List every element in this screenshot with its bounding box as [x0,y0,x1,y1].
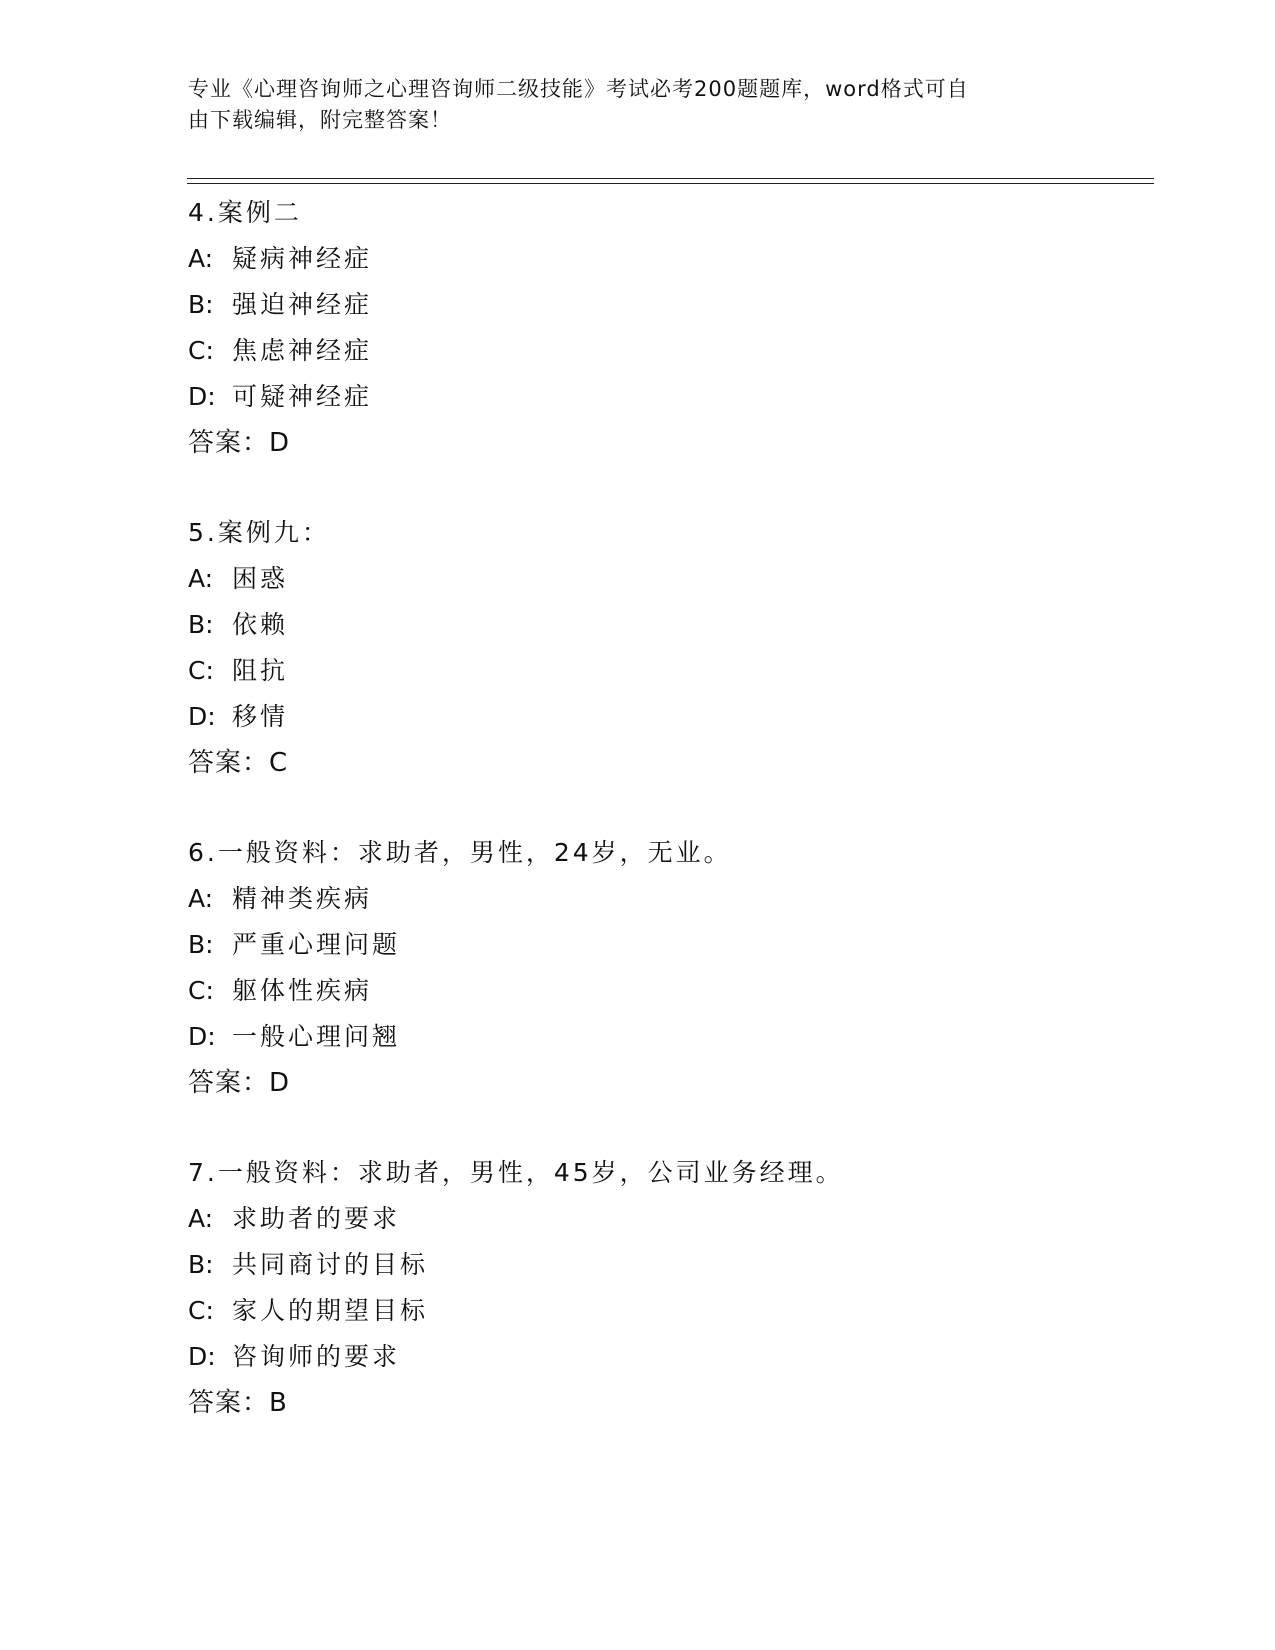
option-letter: A: [188,564,214,593]
option-letter: A: [188,1204,214,1233]
option-letter: D: [188,1342,216,1371]
header-line-1: 专业《心理咨询师之心理咨询师二级技能》考试必考200题题库，word格式可自 [188,77,969,101]
option-c [188,1288,1148,1334]
answer-line: 答案：C [188,748,289,778]
option-letter: A: [188,244,214,273]
question-7 [188,1150,1148,1470]
document-header [188,74,1068,136]
option-letter: B: [188,290,214,319]
option-a [188,1196,1148,1242]
answer-line: 答案：D [188,428,291,458]
option-text: 咨询师的要求 [232,1342,401,1371]
header-divider-bottom [187,183,1154,184]
option-c [188,968,1148,1014]
answer-line: 答案：D [188,1068,291,1098]
option-d [188,1014,1148,1060]
option-text: 焦虑神经症 [232,336,373,365]
question-stem: 4.案例二 [188,198,302,227]
option-a [188,236,1148,282]
option-text: 移情 [232,702,289,731]
option-text: 疑病神经症 [232,244,373,273]
question-stem: 5.案例九： [188,518,330,547]
option-c [188,648,1148,694]
option-b [188,922,1148,968]
option-letter: C: [188,976,214,1005]
header-divider-top [187,178,1154,179]
option-text: 困惑 [232,564,289,593]
question-stem: 7.一般资料：求助者，男性，45岁，公司业务经理。 [188,1158,844,1187]
option-text: 可疑神经症 [232,382,373,411]
option-a [188,556,1148,602]
question-list [188,190,1148,1470]
question-stem: 6.一般资料：求助者，男性，24岁，无业。 [188,838,732,867]
question-5 [188,510,1148,830]
option-d [188,694,1148,740]
option-letter: C: [188,336,214,365]
option-letter: C: [188,656,214,685]
option-text: 精神类疾病 [232,884,373,913]
question-6 [188,830,1148,1150]
option-text: 求助者的要求 [232,1204,401,1233]
option-text: 一般心理问翘 [232,1022,401,1051]
header-line-2: 由下载编辑，附完整答案！ [188,108,452,132]
option-text: 阻抗 [232,656,289,685]
option-letter: B: [188,610,214,639]
question-4 [188,190,1148,510]
option-letter: D: [188,382,216,411]
option-letter: D: [188,702,216,731]
option-letter: A: [188,884,214,913]
option-text: 躯体性疾病 [232,976,373,1005]
option-text: 共同商讨的目标 [232,1250,429,1279]
option-text: 强迫神经症 [232,290,373,319]
option-c [188,328,1148,374]
option-letter: D: [188,1022,216,1051]
option-b [188,282,1148,328]
option-text: 依赖 [232,610,289,639]
answer-line: 答案：B [188,1388,288,1418]
option-b [188,1242,1148,1288]
option-b [188,602,1148,648]
option-letter: C: [188,1296,214,1325]
option-a [188,876,1148,922]
option-text: 家人的期望目标 [232,1296,429,1325]
option-letter: B: [188,930,214,959]
option-text: 严重心理问题 [232,930,401,959]
option-d [188,1334,1148,1380]
option-letter: B: [188,1250,214,1279]
option-d [188,374,1148,420]
